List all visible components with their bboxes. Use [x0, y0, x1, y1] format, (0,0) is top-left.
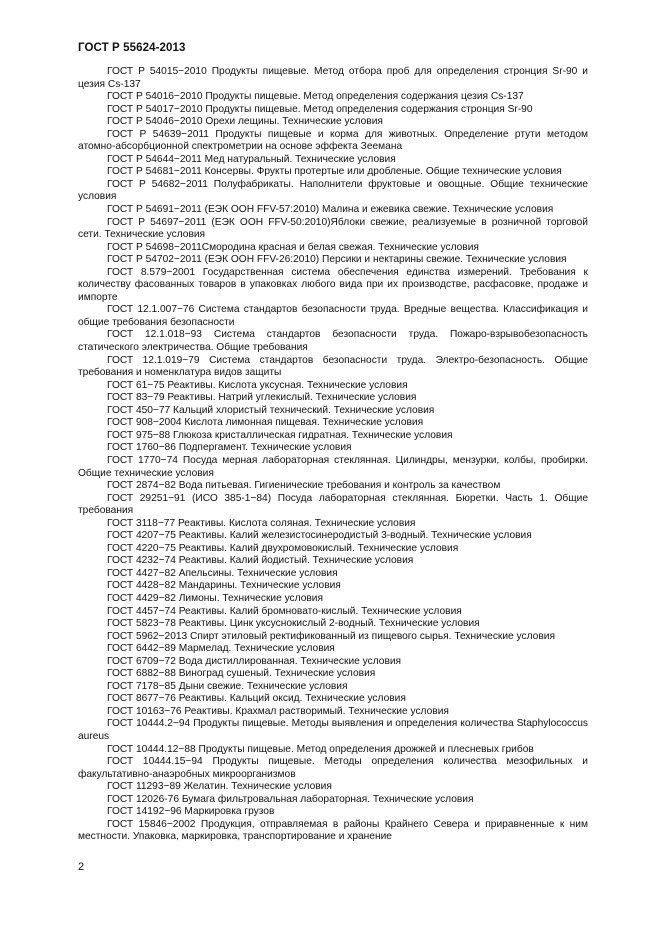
reference-entry: ГОСТ 8.579−2001 Государственная система обеспечения единства измерений. Требования к количеству фасованных товаров в упаковках любого вида при их производстве, расфасовке, продаже и импорте [78, 266, 588, 303]
reference-entry: ГОСТ 4232−74 Реактивы. Калий йодистый. Технические условия [107, 555, 414, 567]
reference-entry: ГОСТ 83−79 Реактивы. Натрий углекислый. Технические условия [107, 392, 417, 404]
reference-entry: ГОСТ Р 54698−2011Смородина красная и белая свежая. Технические условия [107, 241, 479, 253]
reference-entry: ГОСТ 4457−74 Реактивы. Калий бромновато-кислый. Технические условия [107, 605, 462, 617]
reference-entry: ГОСТ Р 54691−2011 (ЕЭК ООН FFV-57:2010) Малина и ежевика свежие. Технические условия [107, 204, 554, 216]
reference-entry: ГОСТ Р 54017−2010 Продукты пищевые. Метод определения содержания стронция Sr-90 [107, 103, 533, 115]
reference-entry: ГОСТ 4207−75 Реактивы. Калий железистосинеродистый 3-водный. Технические условия [107, 530, 532, 542]
reference-entry: ГОСТ 6442−89 Мармелад. Технические условия [107, 643, 335, 655]
reference-entry: ГОСТ 2874−82 Вода питьевая. Гигиенические требования и контроль за качеством [107, 480, 501, 492]
reference-entry: ГОСТ Р 54046−2010 Орехи лещины. Технические условия [107, 116, 383, 128]
reference-entry: ГОСТ 3118−77 Реактивы. Кислота соляная. Технические условия [107, 517, 416, 529]
reference-entry: ГОСТ 4429−82 Лимоны. Технические условия [107, 592, 323, 604]
page-number: 2 [78, 861, 85, 873]
reference-entry: ГОСТ 5962−2013 Спирт этиловый ректификованный из пищевого сырья. Технические условия [107, 630, 555, 642]
reference-entry: ГОСТ 12.1.018−93 Система стандартов безопасности труда. Пожаро-взрывобезопасность статического электричества. Общие требования [78, 329, 588, 354]
reference-entry: ГОСТ 10444.2−94 Продукты пищевые. Методы выявления и определения количества Staphylococcus aureus [78, 718, 588, 742]
reference-entry: ГОСТ Р 54644−2011 Мед натуральный. Технические условия [107, 153, 396, 165]
reference-entry: ГОСТ 10163−76 Реактивы. Крахмал растворимый. Технические условия [107, 705, 449, 717]
reference-entry: ГОСТ 4220−75 Реактивы. Калий двухромовокислый. Технические условия [107, 542, 459, 554]
reference-entry: ГОСТ 6882−88 Виноград сушеный. Технические условия [107, 668, 376, 680]
reference-entry: ГОСТ 14192−96 Маркировка грузов [107, 806, 275, 818]
reference-entry: ГОСТ Р 54697−2011 (ЕЭК ООН FFV-50:2010)Яблоки свежие, реализуемые в розничной торговой сети. Технические условия [78, 216, 588, 241]
reference-entry: ГОСТ 15846−2002 Продукция, отправляемая в районы Крайнего Севера и приравненные к ним местности. Упаковка, маркировка, транспортирование и хранение [78, 818, 588, 843]
reference-entry: ГОСТ 908−2004 Кислота лимонная пищевая. Технические условия [107, 417, 424, 429]
reference-entry: ГОСТ 12026-76 Бумага фильтровальная лабораторная. Технические условия [107, 793, 474, 805]
reference-entry: ГОСТ Р 54015−2010 Продукты пищевые. Метод отбора проб для определения стронция Sr-90 и цезия Cs-137 [78, 66, 588, 90]
reference-entry: ГОСТ 4427−82 Апельсины. Технические условия [107, 567, 338, 579]
reference-entry: ГОСТ Р 54639−2011 Продукты пищевые и корма для животных. Определение ртути методом атомно-абсорбционной спектрометрии на основе эффекта Зеемана [78, 128, 588, 153]
document-header [78, 42, 186, 54]
reference-entry: ГОСТ 1770−74 Посуда мерная лабораторная стеклянная. Цилиндры, мензурки, колбы, пробирки. Общие технические условия [78, 454, 588, 479]
reference-entry: ГОСТ 975−88 Глюкоза кристаллическая гидратная. Технические условия [107, 429, 453, 441]
reference-entry: ГОСТ 1760−86 Подпергамент. Технические условия [107, 442, 352, 454]
reference-entry: ГОСТ 12.1.019−79 Система стандартов безопасности труда. Электро-безопасность. Общие требования и номенклатура видов защиты [78, 354, 588, 379]
reference-entry: ГОСТ 7178−85 Дыни свежие. Технические условия [107, 680, 348, 692]
reference-entry: ГОСТ 8677−76 Реактивы. Кальций оксид. Технические условия [107, 693, 406, 705]
reference-entry: ГОСТ 61−75 Реактивы. Кислота уксусная. Технические условия [107, 379, 408, 391]
reference-entry: ГОСТ 12.1.007−76 Система стандартов безопасности труда. Вредные вещества. Классификация и общие требования безопасности [78, 304, 588, 328]
reference-entry: ГОСТ 10444.15−94 Продукты пищевые. Методы определения количества мезофильных и факультативно-анаэробных микроорганизмов [78, 756, 588, 780]
reference-entry: ГОСТ 6709−72 Вода дистиллированная. Технические условия [107, 655, 402, 667]
reference-entry: ГОСТ Р 54682−2011 Полуфабрикаты. Наполнители фруктовые и овощные. Общие технические условия [78, 178, 588, 203]
reference-entry: ГОСТ 11293−89 Желатин. Технические условия [107, 781, 332, 793]
reference-entry: ГОСТ Р 54702−2011 (ЕЭК ООН FFV-26:2010) Персики и нектарины свежие. Технические условия [107, 254, 567, 266]
reference-entry: ГОСТ Р 54016−2010 Продукты пищевые. Метод определения содержания цезия Cs-137 [107, 91, 524, 103]
reference-entry: ГОСТ 5823−78 Реактивы. Цинк уксуснокислый 2-водный. Технические условия [107, 618, 480, 630]
normative-references-list [78, 66, 588, 844]
document-title: ГОСТ Р 55624-2013 [78, 42, 186, 54]
reference-entry: ГОСТ 10444.12−88 Продукты пищевые. Метод определения дрожжей и плесневых грибов [107, 743, 534, 755]
reference-entry: ГОСТ 29251−91 (ИСО 385-1−84) Посуда лабораторная стеклянная. Бюретки. Часть 1. Общие требования [78, 492, 588, 517]
reference-entry: ГОСТ Р 54681−2011 Консервы. Фрукты протертые или дробленые. Общие технические условия [107, 166, 562, 178]
reference-entry: ГОСТ 4428−82 Мандарины. Технические условия [107, 580, 341, 592]
reference-entry: ГОСТ 450−77 Кальций хлористый технический. Технические условия [107, 404, 435, 416]
